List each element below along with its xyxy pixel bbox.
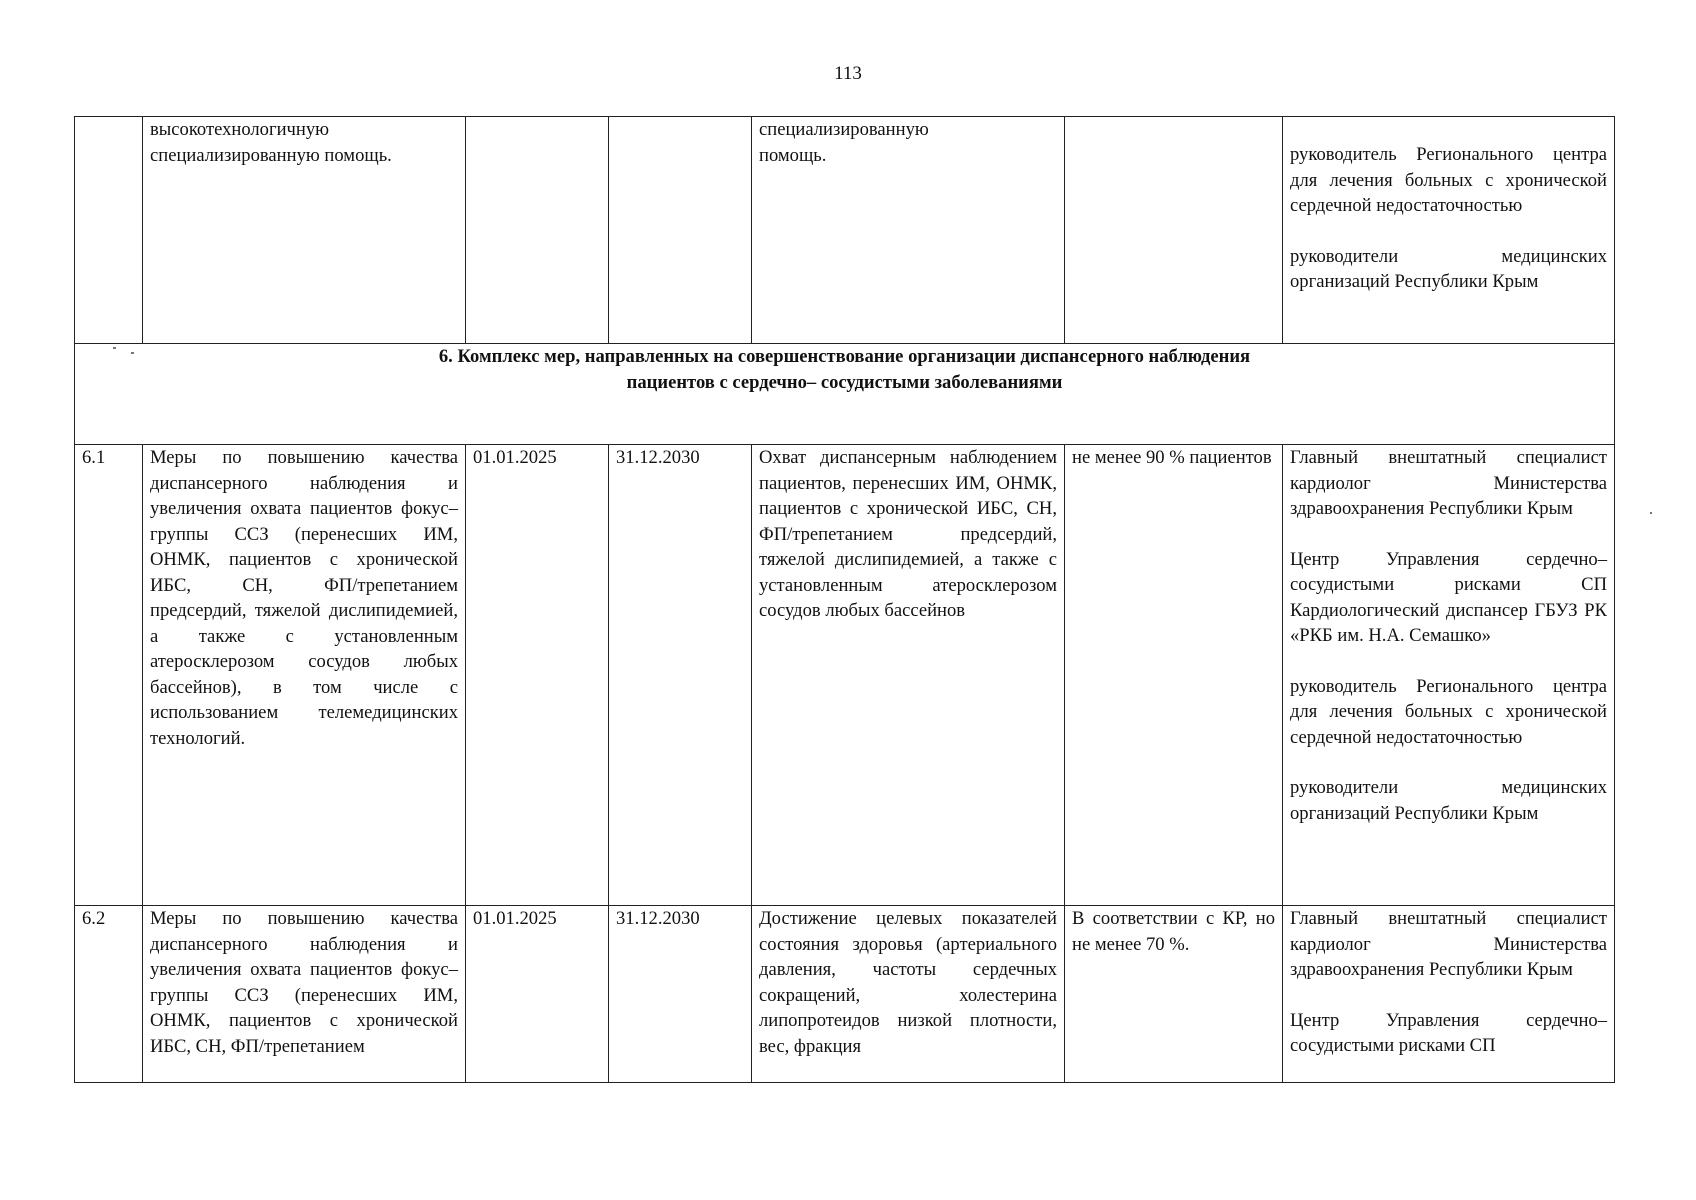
cell-number: 6.2 bbox=[75, 906, 143, 1083]
cell-number: 6.1 bbox=[75, 445, 143, 906]
cell-indicator: не менее 90 % пациентов bbox=[1065, 445, 1283, 906]
page-number: 113 bbox=[834, 63, 862, 84]
cell-end-date: 31.12.2030 bbox=[609, 445, 752, 906]
cell-measure: Меры по повышению качества диспансерного наблюдения и увеличения охвата пациентов фокус– группы ССЗ (перенесших ИМ, ОНМК, пациентов с хронической ИБС, СН, ФП/трепетанием bbox=[143, 906, 466, 1083]
responsible-entry: руководители медицинских организаций Республики Крым bbox=[1290, 245, 1607, 292]
responsible-entry: Центр Управления сердечно– сосудистыми рисками СП bbox=[1290, 1009, 1607, 1056]
cell-indicator bbox=[1065, 117, 1283, 344]
scan-artifact bbox=[131, 352, 134, 354]
cell-result bbox=[752, 117, 1065, 344]
responsible-entry: Центр Управления сердечно– сосудистыми рисками СП Кардиологический диспансер ГБУЗ РК «РКБ им. Н.А. Семашко» bbox=[1290, 548, 1607, 646]
cell-end-date: 31.12.2030 bbox=[609, 906, 752, 1083]
cell-indicator: В соответствии с КР, но не менее 70 %. bbox=[1065, 906, 1283, 1083]
table-row-continuation bbox=[75, 117, 1615, 344]
section-title-line-2: пациентов с сердечно– сосудистыми заболеваниями bbox=[626, 371, 1063, 393]
cell-start-date bbox=[466, 117, 609, 344]
cell-end-date bbox=[609, 117, 752, 344]
measure-line: высокотехнологичную bbox=[150, 119, 330, 140]
responsible-entry: руководители медицинских организаций Республики Крым bbox=[1290, 777, 1607, 824]
result-line: помощь. bbox=[759, 144, 827, 166]
section-heading-cell bbox=[75, 344, 1615, 445]
cell-measure bbox=[143, 117, 466, 344]
responsible-entry: руководитель Регионального центра для лечения больных с хронической сердечной недостаточностью bbox=[1290, 144, 1607, 216]
cell-start-date: 01.01.2025 bbox=[466, 906, 609, 1083]
cell-number bbox=[75, 117, 143, 344]
responsible-entry: Главный внештатный специалист кардиолог Министерства здравоохранения Республики Крым bbox=[1290, 908, 1607, 980]
cell-responsible bbox=[1283, 117, 1615, 344]
measures-table bbox=[74, 116, 1615, 1083]
cell-result: Охват диспансерным наблюдением пациентов, перенесших ИМ, ОНМК, пациентов с хронической ИБС, СН, ФП/трепетанием предсердий, тяжелой дислипидемией, а также с установленным атеросклерозом сосудов любых бассейнов bbox=[752, 445, 1065, 906]
scan-artifact bbox=[113, 347, 116, 349]
section-title-line-1: 6. Комплекс мер, направленных на совершенствование организации диспансерного наблюдения bbox=[438, 346, 1251, 367]
table-row-6-1 bbox=[75, 445, 1615, 906]
scan-artifact bbox=[1650, 512, 1652, 514]
measure-line: специализированную помощь. bbox=[150, 144, 392, 166]
result-line: специализированную bbox=[759, 119, 929, 140]
cell-responsible bbox=[1283, 906, 1615, 1083]
cell-measure: Меры по повышению качества диспансерного наблюдения и увеличения охвата пациентов фокус– группы ССЗ (перенесших ИМ, ОНМК, пациентов с хронической ИБС, СН, ФП/трепетанием предсердий, тяжелой дислипидемией, а также с установленным атеросклерозом сосудов любых бассейнов), в том числе с использованием телемедицинских технологий. bbox=[143, 445, 466, 906]
cell-start-date: 01.01.2025 bbox=[466, 445, 609, 906]
responsible-entry: руководитель Регионального центра для лечения больных с хронической сердечной недостаточностью bbox=[1290, 675, 1607, 748]
section-heading-row bbox=[75, 344, 1615, 445]
table-row-6-2 bbox=[75, 906, 1615, 1083]
cell-result: Достижение целевых показателей состояния здоровья (артериального давления, частоты сердечных сокращений, холестерина липопротеидов низкой плотности, вес, фракция bbox=[752, 906, 1065, 1083]
cell-responsible bbox=[1283, 445, 1615, 906]
section-title bbox=[345, 344, 1345, 395]
responsible-entry: Главный внештатный специалист кардиолог Министерства здравоохранения Республики Крым bbox=[1290, 447, 1607, 519]
